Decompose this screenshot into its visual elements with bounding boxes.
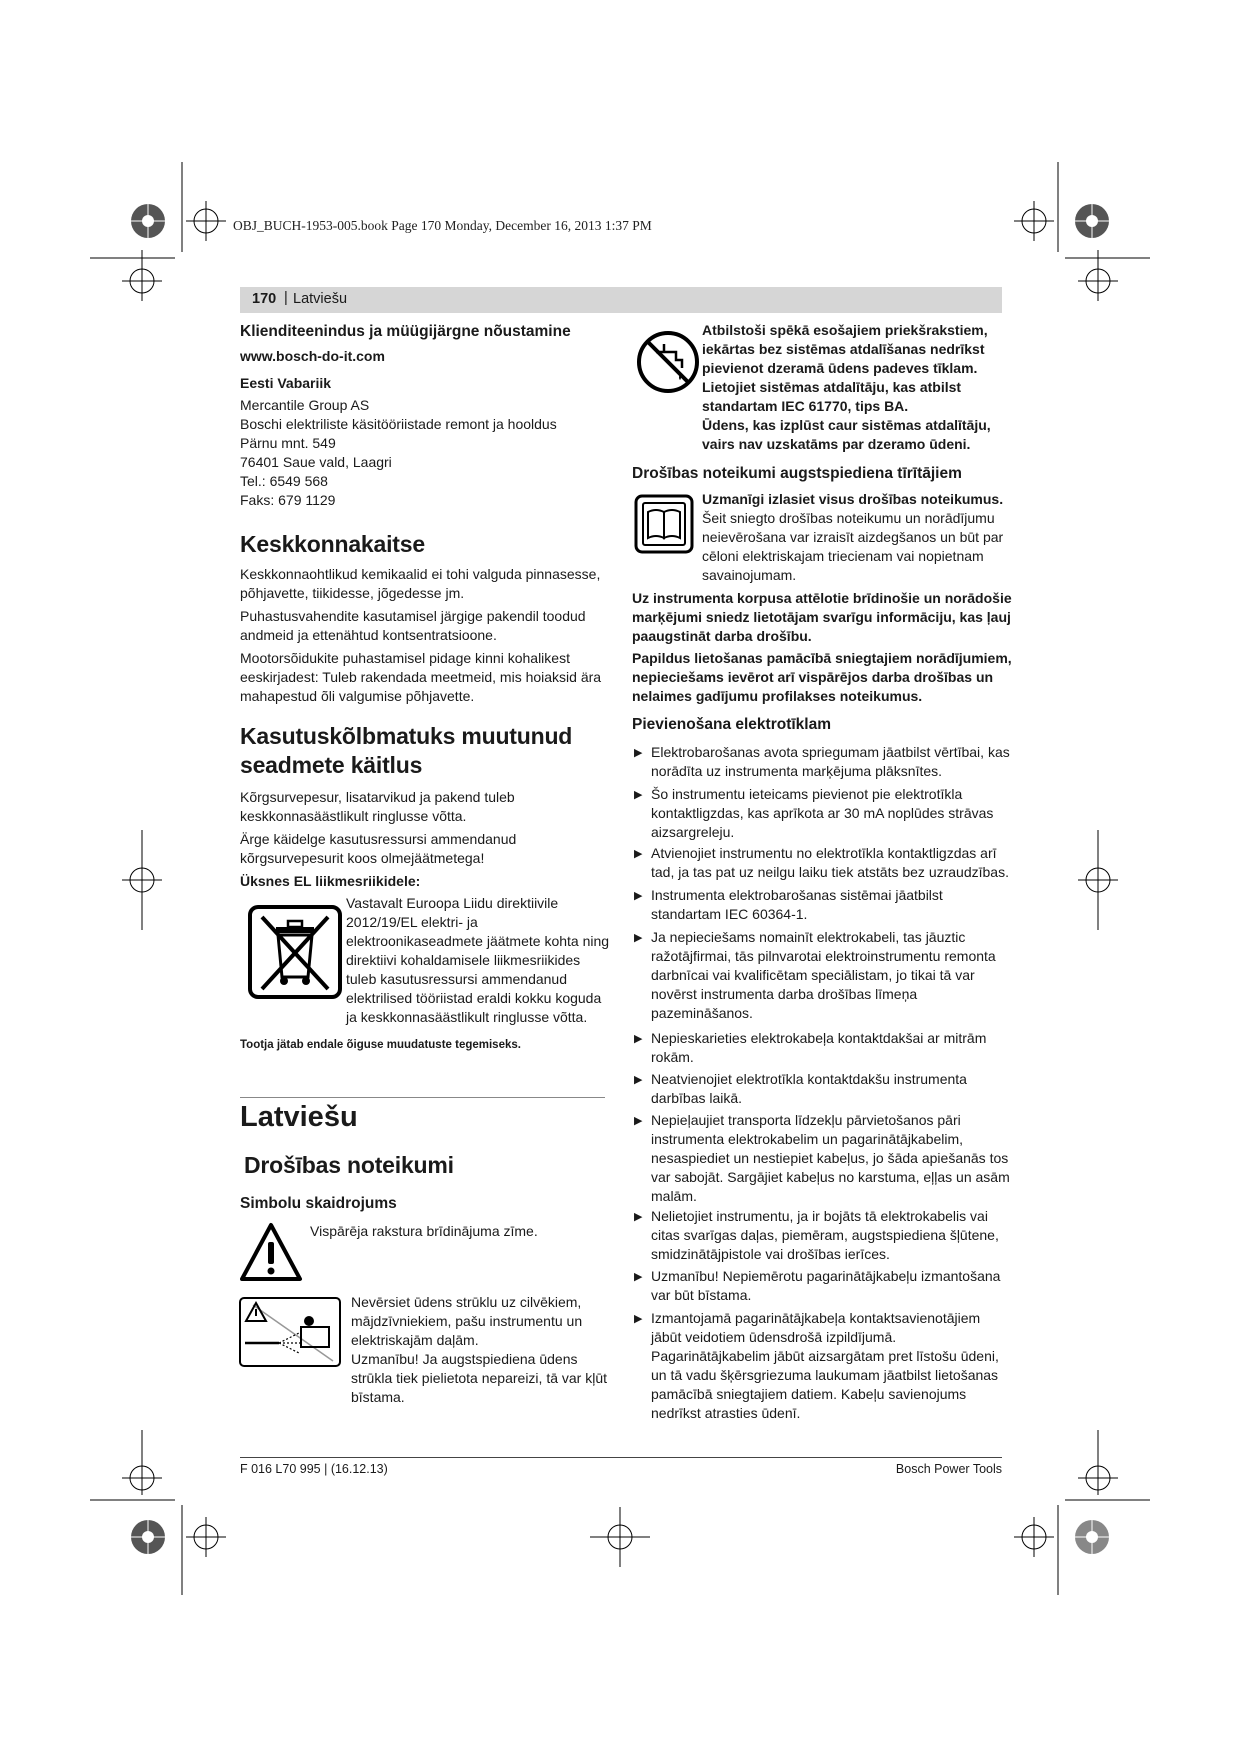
disposal-line: kõrgsurvepesurit koos olmejäätmetega! bbox=[240, 850, 485, 866]
water-jet-text-line: Uzmanību! Ja augstspiediena ūdens bbox=[351, 1351, 578, 1367]
bullet-text-line: novērst instrumenta darba drošības līmeņa bbox=[651, 986, 918, 1002]
environment-line: Puhastusvahendite kasutamisel järgige pakendil toodud bbox=[240, 608, 586, 624]
bullet-marker: ▶ bbox=[634, 848, 643, 860]
latvian-title: Latviešu bbox=[240, 1101, 358, 1133]
bullet-text-line: kontaktligzdas, kas aprīkota ar 30 mA noplūdes strāvas bbox=[651, 805, 994, 821]
bullet-text-line: nesaspiediet un nestiepiet kabeļus, jo šāda apiešanās tos bbox=[651, 1150, 1009, 1166]
general-rules-line: nelaimes gadījumu profilakses noteikumus. bbox=[632, 688, 923, 704]
eu-text-line: 2012/19/EL elektri- ja bbox=[346, 914, 478, 930]
general-rules-line: Papildus lietošanas pamācībā sniegtajiem norādījumiem, bbox=[632, 650, 1012, 666]
manufacturer-note: Tootja jätab endale õiguse muudatuste tegemiseks. bbox=[240, 1039, 521, 1051]
bullet-text-line: rokām. bbox=[651, 1049, 694, 1065]
warning-triangle-icon bbox=[239, 1222, 303, 1282]
bullet-text-line: ražotājfirmai, tās pilnvarotai elektroinstrumentu remonta bbox=[651, 948, 996, 964]
water-supply-line: Ūdens, kas izplūst caur sistēmas atdalītāju, bbox=[702, 417, 991, 433]
bullet-text-line: standartam IEC 60364-1. bbox=[651, 906, 808, 922]
bullet-text-line: Elektrobarošanas avota spriegumam jāatbilst vērtībai, kas bbox=[651, 744, 1010, 760]
cleaner-rules-bold: Uzmanīgi izlasiet visus drošības noteikumus. bbox=[702, 491, 1004, 507]
bullet-text-line: Ja nepieciešams nomainīt elektrokabeli, tas jāuztic bbox=[651, 929, 966, 945]
environment-line: Keskkonnaohtlikud kemikaalid ei tohi valguda pinnasesse, bbox=[240, 566, 601, 582]
symbols-heading: Simbolu skaidrojums bbox=[240, 1195, 397, 1212]
eu-text-line: ja keskkonnasäästlikult ringlusse võtta. bbox=[346, 1009, 588, 1025]
bullet-text-line: Uzmanību! Nepiemērotu pagarinātājkabeļu izmantošana bbox=[651, 1268, 1001, 1284]
disposal-line: keskkonnasäästlikult ringlusse võtta. bbox=[240, 808, 467, 824]
environment-line: Mootorsõidukite puhastamisel pidage kinni kohalikest bbox=[240, 650, 570, 666]
bullet-text-line: Nepieskarieties elektrokabeļa kontaktdakšai ar mitrām bbox=[651, 1030, 987, 1046]
bullet-marker: ▶ bbox=[634, 890, 643, 902]
markings-paragraph-line: paaugstināt darba drošību. bbox=[632, 628, 812, 644]
bullet-text-line: var sabojāt. Sargājiet kabeļus no karstuma, eļļas un asām bbox=[651, 1169, 1010, 1185]
page-separator: | bbox=[284, 290, 288, 306]
safety-heading: Drošības noteikumi bbox=[244, 1152, 454, 1178]
bullet-text-line: pamācībā sniegtajiem datiem. Kabeļu savienojums bbox=[651, 1386, 967, 1402]
eu-text-line: elektrilised tööriistad eraldi kokku koguda bbox=[346, 990, 602, 1006]
bullet-marker: ▶ bbox=[634, 1271, 643, 1283]
bullet-marker: ▶ bbox=[634, 1211, 643, 1223]
bullet-text-line: Nelietojiet instrumentu, ja ir bojāts tā elektrokabelis vai bbox=[651, 1208, 988, 1224]
markings-paragraph-line: marķējumi sniedz lietotājam svarīgu informāciju, kas ļauj bbox=[632, 609, 1011, 625]
bullet-text-line: un tā vadu šķērsgriezuma laukumam jāatbilst lietošanas bbox=[651, 1367, 999, 1383]
bullet-text-line: instrumenta elektrokabelim un pagarinātājkabelim, bbox=[651, 1131, 964, 1147]
service-country: Eesti Vabariik bbox=[240, 375, 332, 391]
read-manual-icon bbox=[634, 494, 694, 554]
cleaner-rules-line: cēloni elektriskajam triecienam vai nopietnam bbox=[702, 548, 984, 564]
bullet-text-line: Nepieļaujiet transporta līdzekļu pārvietošanos pāri bbox=[651, 1112, 961, 1128]
bullet-marker: ▶ bbox=[634, 1115, 643, 1127]
service-url: www.bosch-do-it.com bbox=[240, 348, 385, 364]
eu-text-line: direktiivi kohaldamisele liikmesriikides bbox=[346, 952, 581, 968]
eu-text-line: elektroonikaseadmete jäätmete kohta ning bbox=[346, 933, 610, 949]
water-jet-text-line: Nevērsiet ūdens strūklu uz cilvēkiem, bbox=[351, 1294, 582, 1310]
service-line: 76401 Saue vald, Laagri bbox=[240, 454, 392, 470]
wheelie-bin-icon bbox=[248, 905, 342, 999]
water-supply-line: pievienot dzeramā ūdens padeves tīklam. bbox=[702, 360, 978, 376]
environment-line: eeskirjadest: Tuleb rakendada meetmeid, mis hoiaksid ära bbox=[240, 669, 602, 685]
page-language: Latviešu bbox=[293, 291, 348, 307]
bullet-text-line: aizsargreleju. bbox=[651, 824, 735, 840]
bullet-text-line: smidzinātājpistole vai drošības ierīces. bbox=[651, 1246, 890, 1262]
water-jet-text-line: mājdzīvniekiem, pašu instrumentu un bbox=[351, 1313, 583, 1329]
bullet-text-line: var būt bīstama. bbox=[651, 1287, 752, 1303]
environment-line: mahapestud õli valgumise põhjavette. bbox=[240, 688, 475, 704]
bullet-marker: ▶ bbox=[634, 747, 643, 759]
footer-brand: Bosch Power Tools bbox=[895, 1462, 1002, 1476]
footer-divider bbox=[240, 1457, 1002, 1458]
bullet-text-line: jābūt veidotiem ūdensdrošā izpildījumā. bbox=[651, 1329, 897, 1345]
no-drinking-water-icon bbox=[636, 330, 700, 394]
environment-heading: Keskkonnakaitse bbox=[240, 531, 425, 557]
bullet-text-line: nedrīkst atrasties ūdenī. bbox=[651, 1405, 801, 1421]
water-supply-line: Atbilstoši spēkā esošajiem priekšrakstiem, bbox=[702, 322, 988, 338]
bullet-text-line: Izmantojamā pagarinātājkabeļa kontaktsavienotājiem bbox=[651, 1310, 981, 1326]
bullet-text-line: Instrumenta elektrobarošanas sistēmai jāatbilst bbox=[651, 887, 943, 903]
customer-service-heading: Klienditeenindus ja müügijärgne nõustamine bbox=[240, 323, 571, 340]
bullet-text-line: Neatvienojiet elektrotīkla kontaktdakšu instrumenta bbox=[651, 1071, 967, 1087]
bullet-marker: ▶ bbox=[634, 1074, 643, 1086]
bullet-text-line: Pagarinātājkabelim jābūt aizsargātam pret līstošu ūdeni, bbox=[651, 1348, 999, 1364]
page-header-bar bbox=[240, 287, 1002, 313]
disposal-line: Kõrgsurvepesur, lisatarvikud ja pakend tuleb bbox=[240, 789, 515, 805]
environment-line: andmeid ja ettenähtud kontsentratsioone. bbox=[240, 627, 497, 643]
water-jet-text-line: strūkla tiek pielietota nepareizi, tā var kļūt bbox=[351, 1370, 608, 1386]
bullet-marker: ▶ bbox=[634, 1313, 643, 1325]
section-divider bbox=[240, 1097, 605, 1098]
eu-label: Üksnes EL liikmesriikidele: bbox=[240, 873, 421, 889]
water-jet-warning-icon bbox=[239, 1297, 341, 1367]
bullet-text-line: tad, ja tas pat uz neilgu laiku tiek atstāts bez uzraudzības. bbox=[651, 864, 1009, 880]
water-supply-line: standartam IEC 61770, tips BA. bbox=[702, 398, 909, 414]
general-rules-line: nepieciešams ievērot arī vispārējos darba drošības un bbox=[632, 669, 994, 685]
disposal-line: Ärge käidelge kasutusressursi ammendanud bbox=[240, 831, 517, 847]
bullet-text-line: malām. bbox=[651, 1188, 697, 1204]
bullet-marker: ▶ bbox=[634, 932, 643, 944]
disposal-heading: Kasutuskõlbmatuks muutunud bbox=[240, 723, 573, 749]
service-line: Tel.: 6549 568 bbox=[240, 473, 328, 489]
electric-heading: Pievienošana elektrotīklam bbox=[632, 716, 832, 733]
water-supply-line: vairs nav uzskatāms par dzeramo ūdeni. bbox=[702, 436, 971, 452]
water-jet-text-line: bīstama. bbox=[351, 1389, 405, 1405]
bullet-text-line: darbnīcai vai kvalificētam speciālistam, jo tikai tā var bbox=[651, 967, 975, 983]
service-line: Pärnu mnt. 549 bbox=[240, 435, 336, 451]
water-jet-text-line: elektriskajām daļām. bbox=[351, 1332, 479, 1348]
markings-paragraph-line: Uz instrumenta korpusa attēlotie brīdinošie un norādošie bbox=[632, 590, 1012, 606]
bullet-text-line: pazemināšanos. bbox=[651, 1005, 753, 1021]
environment-line: põhjavette, tiikidesse, jõgedesse jm. bbox=[240, 585, 465, 601]
water-supply-line: Lietojiet sistēmas atdalītāju, kas atbilst bbox=[702, 379, 962, 395]
cleaner-rules-line: neievērošana var izraisīt aizdegšanos un būt par bbox=[702, 529, 1004, 545]
cleaner-rules-heading: Drošības noteikumi augstspiediena tīrītājiem bbox=[632, 465, 962, 482]
cleaner-rules-line: Šeit sniegto drošības noteikumu un norādījumu bbox=[702, 510, 995, 526]
eu-text-line: Vastavalt Euroopa Liidu direktiivile bbox=[346, 895, 559, 911]
footer-doc-id: F 016 L70 995 | (16.12.13) bbox=[240, 1462, 388, 1476]
service-line: Boschi elektriliste käsitööriistade remont ja hooldus bbox=[240, 416, 557, 432]
bullet-text-line: Atvienojiet instrumentu no elektrotīkla kontaktligzdas arī bbox=[651, 845, 997, 861]
disposal-heading-2: seadmete käitlus bbox=[240, 752, 423, 778]
warning-symbol-text: Vispārēja rakstura brīdinājuma zīme. bbox=[310, 1223, 538, 1239]
bullet-text-line: citas svarīgas daļas, piemēram, augstspiediena šļūtene, bbox=[651, 1227, 999, 1243]
page-number: 170 bbox=[252, 291, 277, 307]
bullet-marker: ▶ bbox=[634, 1033, 643, 1045]
bullet-text-line: Šo instrumentu ieteicams pievienot pie elektrotīkla bbox=[651, 786, 963, 802]
bullet-marker: ▶ bbox=[634, 789, 643, 801]
bullet-text-line: darbības laikā. bbox=[651, 1090, 743, 1106]
print-header: OBJ_BUCH-1953-005.book Page 170 Monday, December 16, 2013 1:37 PM bbox=[233, 218, 652, 233]
cleaner-rules-line: savainojumam. bbox=[702, 567, 797, 583]
water-supply-line: iekārtas bez sistēmas atdalīšanas nedrīkst bbox=[702, 341, 985, 357]
service-line: Mercantile Group AS bbox=[240, 397, 370, 413]
eu-text-line: tuleb kasutusressursi ammendanud bbox=[346, 971, 568, 987]
bullet-text-line: norādīta uz instrumenta marķējuma plāksnītes. bbox=[651, 763, 943, 779]
service-line: Faks: 679 1129 bbox=[240, 492, 336, 508]
